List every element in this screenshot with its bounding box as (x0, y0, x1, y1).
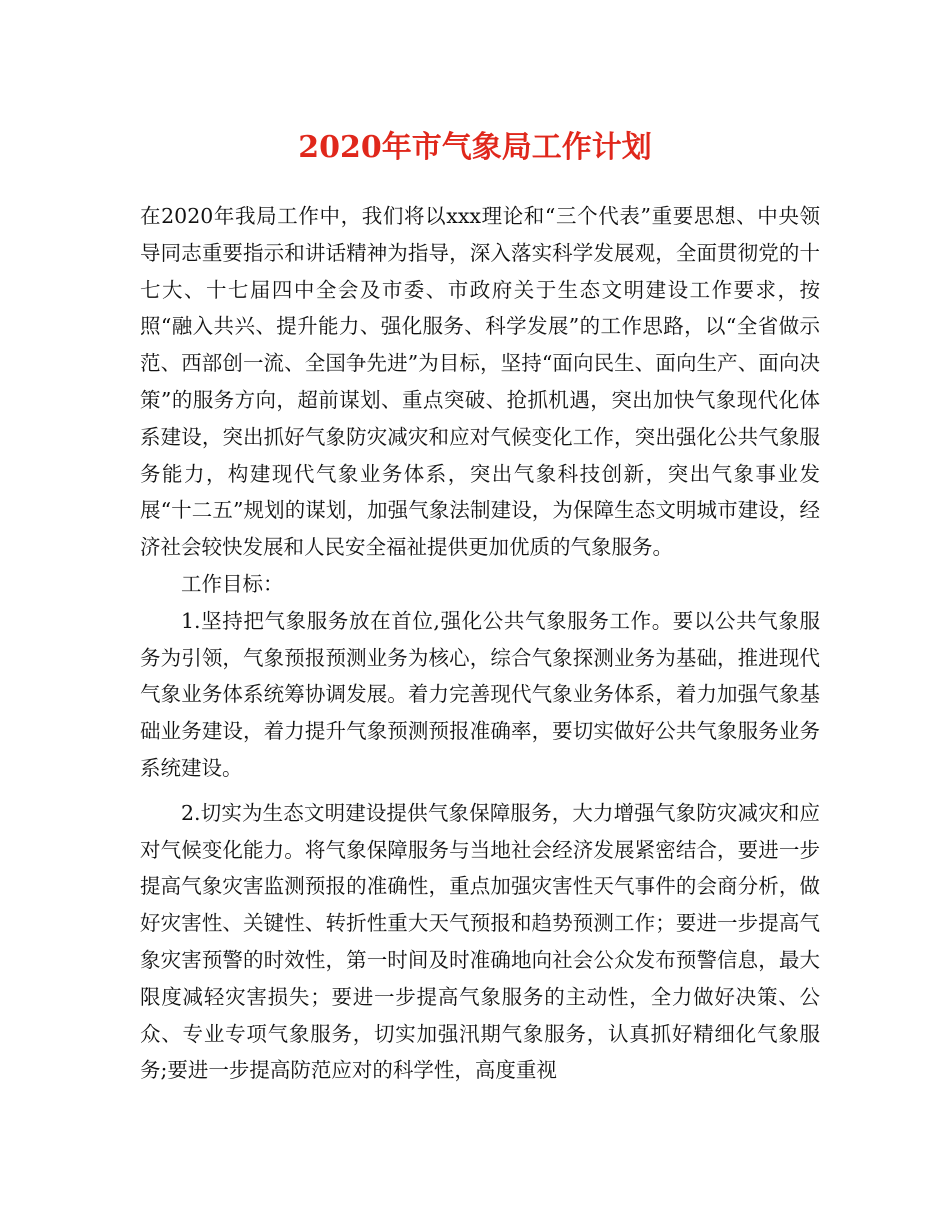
goal-paragraph-2: 2.切实为生态文明建设提供气象保障服务，大力增强气象防灾减灾和应对气候变化能力。将气象保障服务与当地社会经济发展紧密结合，要进一步提高气象灾害监测预报的准确性，重点加强灾害性天气事件的会商分析，做好灾害性、关键性、转折性重大天气预报和趋势预测工作；要进一步提高气象灾害预警的时效性，第一时间及时准确地向社会公众发布预警信息，最大限度减轻灾害损失；要进一步提高气象服务的主动性，全力做好决策、公众、专业专项气象服务，切实加强汛期气象服务，认真抓好精细化气象服务;要进一步提高防范应对的科学性，高度重视 (140, 800, 820, 1083)
document-body (140, 198, 820, 1089)
intro-paragraph: 在2020年我局工作中，我们将以xxx理论和“三个代表”重要思想、中央领导同志重要指示和讲话精神为指导，深入落实科学发展观，全面贯彻党的十七大、十七届四中全会及市委、市政府关于生态文明建设工作要求，按照“融入共兴、提升能力、强化服务、科学发展”的工作思路，以“全省做示范、西部创一流、全国争先进”为目标，坚持“面向民生、面向生产、面向决策”的服务方向，超前谋划、重点突破、抢抓机遇，突出加快气象现代化体系建设，突出抓好气象防灾减灾和应对气候变化工作，突出强化公共气象服务能力，构建现代气象业务体系，突出气象科技创新，突出气象事业发展“十二五”规划的谋划，加强气象法制建设，为保障生态文明城市建设，经济社会较快发展和人民安全福祉提供更加优质的气象服务。 (140, 204, 820, 560)
document-title: 2020年市气象局工作计划 (298, 130, 652, 165)
goals-heading: 工作目标： (181, 571, 284, 596)
goal-paragraph-1: 1.坚持把气象服务放在首位,强化公共气象服务工作。要以公共气象服务为引领，气象预报预测业务为核心，综合气象探测业务为基础，推进现代气象业务体系统筹协调发展。着力完善现代气象业务体系，着力加强气象基础业务建设，着力提升气象预测预报准确率，要切实做好公共气象服务业务系统建设。 (140, 608, 820, 780)
